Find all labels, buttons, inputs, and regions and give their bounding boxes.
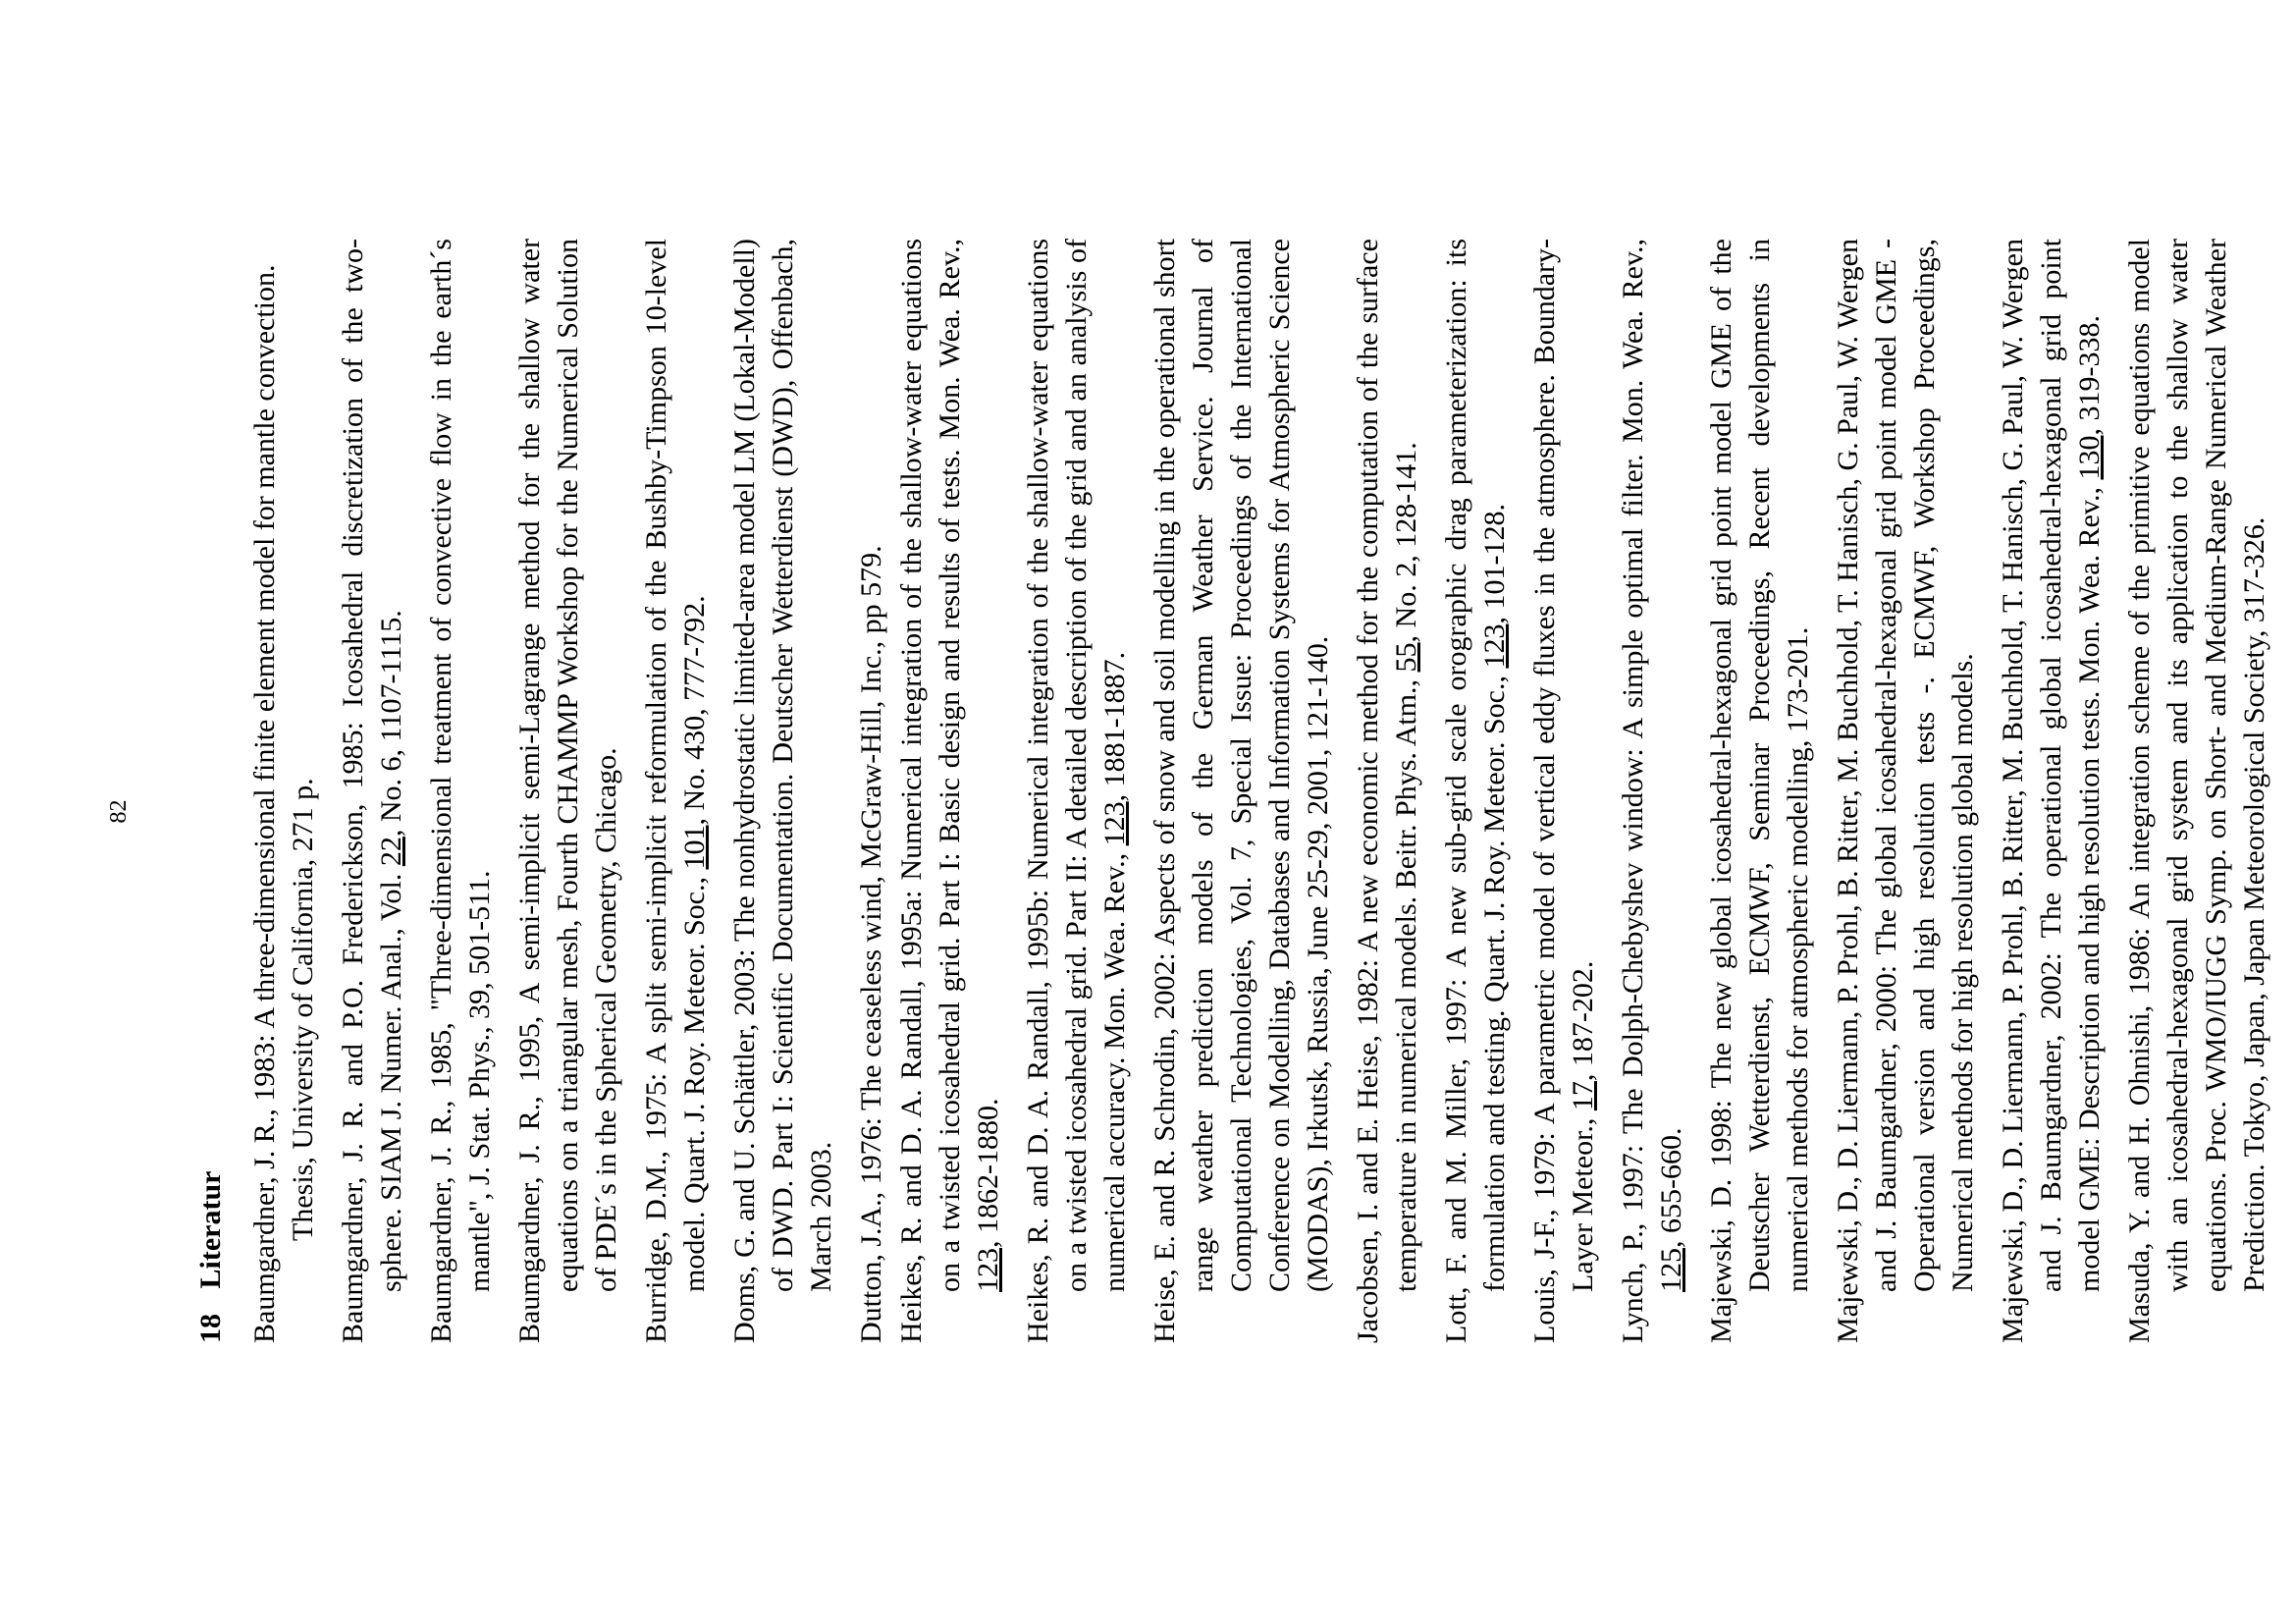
reference-entry [892,239,1007,1343]
reference-text: , 655-660. [1655,1127,1687,1248]
reference-entry [1829,239,1982,1343]
reference-text: Majewski, D., D. Liermann, P. Prohl, B. Ritter, M. Buchhold, T. Hanisch, G. Paul, W. Wergen and J. Baumgardner, 2002: The operational global icosahedral-hexagonal grid point model GME: Description and high resolution tests. Mon. Wea. Rev., [1997,239,2106,1343]
reference-entry [852,239,890,1343]
reference-text: , 101-128. [1478,504,1511,624]
reference-text: , 319-338. [2073,315,2106,436]
reference-text: Majewski, D., D. Liermann, P. Prohl, B. Ritter, M. Buchhold, T. Hanisch, G. Paul, W. Wergen and J. Baumgardner, 2000: The global icosahedral-hexagonal grid point model GME - Operational version and high resolution tests -. ECMWF, Workshop Proceedings, Numerical methods for high resolution global models. [1832,239,1979,1343]
reference-text: Heise, E. and R. Schrodin, 2002: Aspects of snow and soil modelling in the operational short range weather prediction models of the German Weather Service. Journal of Computational Technologies, Vol. 7, Special Issue: Proceedings of the International Conference on Modelling, Databases and Information Systems for Atmospheric Science (MODAS), Irkutsk, Russia, June 25-29, 2001, 121-140. [1148,239,1334,1343]
volume-number: 55 [1390,642,1422,673]
reference-entry [1349,239,1425,1343]
volume-number: 101 [678,825,711,870]
volume-number: 130 [2073,435,2106,480]
reference-continuation: Thesis, University of California, 271 p. [287,778,319,1241]
volume-number: 123 [1098,801,1131,846]
reference-text: Dutton, J.A., 1976: The ceaseless wind, McGraw-Hill, Inc., pp 579. [855,545,887,1343]
bibliography [191,239,2285,1343]
reference-text: , No. 2, 128-141. [1390,442,1422,643]
reference-entry [1437,239,1514,1343]
reference-text: Lott, F. and M. Miller, 1997: A new sub-grid scale orographic drag parameterization: its formulation and testing. Quart. J. Roy. Meteor. Soc., [1440,239,1511,1343]
page-number: 82 [106,799,132,824]
reference-text: Louis, J-F., 1979: A parametric model of vertical eddy fluxes in the atmosphere. Boundary-Layer Meteor., [1528,239,1599,1343]
reference-entry [2120,239,2273,1343]
reference-entry [1702,239,1817,1343]
reference-text: Burridge, D.M., 1975: A split semi-implicit reformulation of the Bushby-Timpson 10-level model. Quart. J. Roy. Meteor. Soc., [640,239,711,1343]
volume-number: 123 [1478,623,1511,669]
reference-entry [422,239,499,1343]
reference-entry [510,239,625,1343]
reference-list [245,239,2273,1343]
reference-text: , 1862-1880. [972,1098,1004,1248]
reference-text: Baumgardner, J. R., 1983: A three-dimensional finite element model for mantle convection. [248,264,281,1343]
reference-text: Doms, G. and U. Schättler, 2003: The nonhydrostatic limited-area model LM (Lokal-Modell) of DWD. Part I: Scientific Documentation. Deutscher Wetterdienst (DWD), Offenbach, March 2003. [728,239,837,1343]
section-number: 18 [194,1314,227,1343]
reference-text: Majewski, D. 1998: The new global icosahedral-hexagonal grid point model GME of the Deutscher Wetterdienst, ECMWF, Seminar Proceedings, Recent developments in numerical methods for atmospheric modelling, 173-201. [1705,239,1814,1343]
volume-number: 123 [972,1248,1004,1292]
volume-number: 17 [1567,1081,1599,1111]
reference-entry [1019,239,1134,1343]
volume-number: 22 [375,837,407,867]
reference-text: Lynch, P., 1997: The Dolph-Chebyshev window: A simple optimal filter. Mon. Wea. Rev., [1617,239,1649,1343]
reference-entry [1146,239,1337,1343]
reference-text: , 187-202. [1567,960,1599,1082]
volume-number: 125 [1655,1248,1687,1292]
reference-entry [245,239,322,1343]
reference-text: Baumgardner, J. R., 1985, "Three-dimensional treatment of convective flow in the earth´s mantle", J. Stat. Phys., 39, 501-511. [425,239,496,1343]
reference-entry [725,239,840,1343]
reference-text: Baumgardner, J. R. and P.O. Frederickson, 1985: Icosahedral discretization of the two-sphere. SIAM J. Numer. Anal., Vol. [337,239,407,1343]
reference-entry [637,239,714,1343]
section-heading [191,239,230,1343]
reference-text: Jacobsen, I. and E. Heise, 1982: A new economic method for the computation of the surface temperature in numerical models. Beitr. Phys. Atm., [1352,239,1422,1343]
reference-entry [1994,239,2109,1343]
reference-text: Baumgardner, J. R., 1995, A semi-implicit semi-Lagrange method for the shallow water equations on a triangular mesh, Fourth CHAMMP Workshop for the Numerical Solution of PDE´s in the Spherical Geometry, Chicago. [513,239,622,1343]
reference-text: , No. 430, 777-792. [678,595,711,826]
section-title: Literatur [194,1170,227,1289]
reference-text: Heikes, R. and D. A. Randall, 1995a: Numerical integration of the shallow-water equations on a twisted icosahedral grid. Part I: Basic design and results of tests. Mon. Wea. Rev., [895,239,966,1343]
reference-entry [1525,239,1602,1343]
reference-text: Heikes, R. and D. A. Randall, 1995b: Numerical integration of the shallow-water equations on a twisted icosahedral grid. Part II: A detailed description of the grid and an analysis of numerical accuracy. Mon. Wea. Rev., [1022,239,1131,1343]
reference-entry [334,239,410,1343]
reference-text: , No. 6, 1107-1115. [375,610,407,838]
reference-text: , 1881-1887. [1098,651,1131,802]
reference-text: Masuda, Y. and H. Ohnishi, 1986: An integration scheme of the primitive equations model with an icosahedral-hexagonal grid system and its application to the shallow water equations. Proc. WMO/IUGG Symp. on Short- and Medium-Range Numerical Weather Prediction. Tokyo, Japan, Japan Meteorological Society, 317-326. [2123,239,2270,1343]
reference-entry [1614,239,1690,1343]
